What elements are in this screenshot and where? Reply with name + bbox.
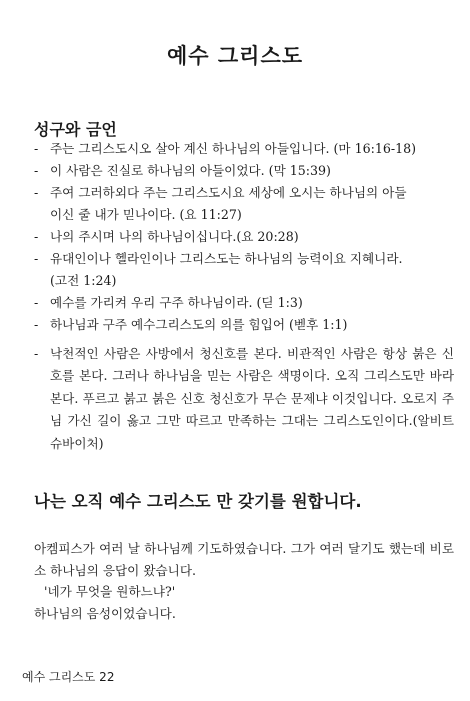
page-title: 예수 그리스도 [166,44,304,68]
story-paragraph: 하나님의 음성이었습니다. [34,605,176,621]
verse-continuation: (고전 1:24) [50,273,117,288]
verse-text: 주는 그리스도시오 살아 계신 하나님의 아들입니다. (마 16:16-18) [50,141,417,156]
verse-item [34,160,454,182]
quote-dash: - [34,346,39,361]
verse-text: 유대인이나 헬라인이나 그리스도는 하나님의 능력이요 지혜니라. [50,251,403,266]
section-heading-verses: 성구와 금언 [34,120,117,139]
verse-text: 하나님과 구주 예수그리스도의 의를 힘입어 (벧후 1:1) [50,317,348,332]
verse-text: 나의 주시며 나의 하나님이십니다.(요 20:28) [50,229,299,244]
verse-item [34,292,454,314]
verse-item [34,138,454,160]
verse-list [34,138,454,336]
verse-item [34,226,454,248]
schweitzer-quote-text: 낙천적인 사람은 사방에서 청신호를 본다. 비관적인 사람은 항상 붉은 신호를 본다. 그러나 하나님을 믿는 사람은 색명이다. 오직 그리스도만 바라본다. 푸르고 붉고 붉은 신호 청신호가 무슨 문제냐 이것입니다. 오로지 주님 가신 길이 옳고 그만 따르고 만족하는 그대는 그리스도인이다.(알비트 슈바이처) [50,346,454,451]
story-quote: '네가 무엇을 원하느냐?' [44,584,176,599]
verse-item [34,314,454,336]
kempis-story [34,538,454,624]
section-heading-only-christ: 나는 오직 예수 그리스도 만 갖기를 원합니다. [34,492,362,511]
schweitzer-quote [34,343,454,455]
verse-text: 주여 그러하외다 주는 그리스도시요 세상에 오시는 하나님의 아들 [50,185,407,200]
verse-continuation: 이신 줄 내가 믿나이다. (요 11:27) [50,207,242,222]
verse-text: 이 사람은 진실로 하나님의 아들이었다. (막 15:39) [50,163,331,178]
verse-text: 예수를 가리켜 우리 구주 하나님이라. (딛 1:3) [50,295,303,310]
verse-item [34,248,454,292]
story-paragraph: 아켐피스가 여러 날 하나님께 기도하였습니다. 그가 여러 달기도 했는데 비로소 하나님의 응답이 왔습니다. [34,541,454,578]
verse-item [34,182,454,226]
page-footer: 예수 그리스도 22 [22,670,115,684]
